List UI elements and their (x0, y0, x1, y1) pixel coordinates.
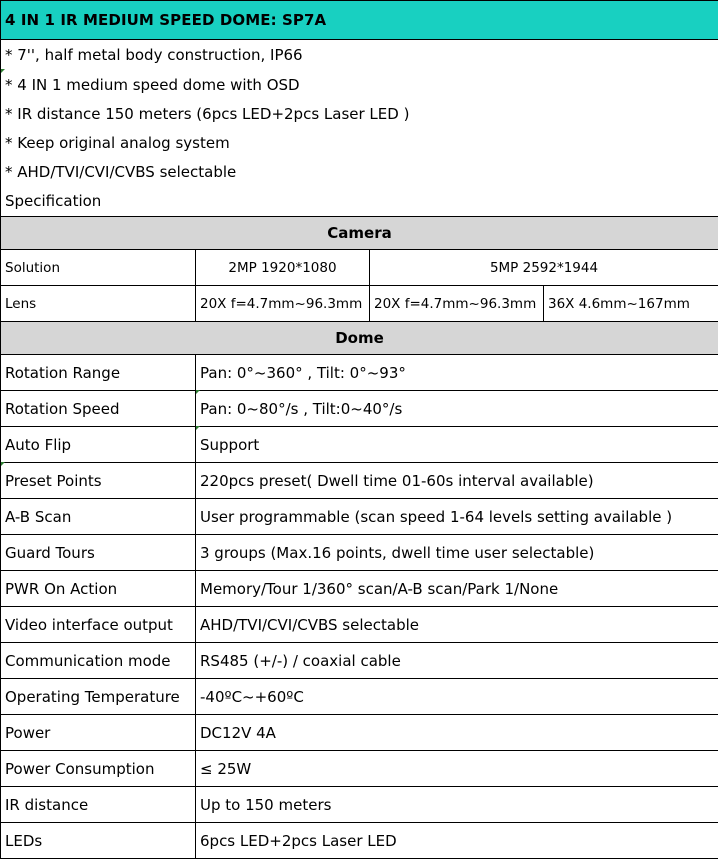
dome-section-header: Dome (1, 322, 718, 355)
feature-item: * IR distance 150 meters (6pcs LED+2pcs Laser LED ) (1, 99, 718, 128)
dome-spec-row (1, 607, 718, 643)
dome-spec-row (1, 715, 718, 751)
spec-value: Up to 150 meters (196, 787, 718, 823)
feature-row (1, 70, 718, 99)
spec-value: 220pcs preset( Dwell time 01-60s interval available) (196, 463, 718, 499)
spec-value: Memory/Tour 1/360° scan/A-B scan/Park 1/None (196, 571, 718, 607)
solution-value-5mp: 5MP 2592*1944 (370, 250, 718, 286)
feature-item: * AHD/TVI/CVI/CVBS selectable (1, 157, 718, 186)
spec-label: Rotation Speed (1, 391, 196, 427)
spec-value: Pan: 0~80°/s , Tilt:0~40°/s (196, 391, 718, 427)
feature-item: * Keep original analog system (1, 128, 718, 157)
lens-label: Lens (1, 286, 196, 322)
dome-spec-row (1, 535, 718, 571)
dome-spec-row (1, 823, 718, 859)
lens-value: 20X f=4.7mm~96.3mm (370, 286, 544, 322)
dome-spec-row (1, 643, 718, 679)
dome-spec-row (1, 355, 718, 391)
spec-label: Rotation Range (1, 355, 196, 391)
dome-spec-row (1, 751, 718, 787)
solution-label: Solution (1, 250, 196, 286)
feature-item: * 4 IN 1 medium speed dome with OSD (1, 70, 718, 99)
cell-marker-icon (1, 462, 5, 466)
spec-label: Auto Flip (1, 427, 196, 463)
spec-label: Preset Points (1, 463, 196, 499)
solution-value-2mp: 2MP 1920*1080 (196, 250, 370, 286)
spec-label: IR distance (1, 787, 196, 823)
spec-value: User programmable (scan speed 1-64 levels setting available ) (196, 499, 718, 535)
dome-spec-row (1, 571, 718, 607)
spec-label: Guard Tours (1, 535, 196, 571)
dome-section-row (1, 322, 718, 355)
spec-label: LEDs (1, 823, 196, 859)
feature-row (1, 40, 718, 71)
spec-value: RS485 (+/-) / coaxial cable (196, 643, 718, 679)
spec-value: DC12V 4A (196, 715, 718, 751)
product-title: 4 IN 1 IR MEDIUM SPEED DOME: SP7A (1, 1, 718, 40)
feature-row (1, 99, 718, 128)
spec-value: AHD/TVI/CVI/CVBS selectable (196, 607, 718, 643)
lens-value: 36X 4.6mm~167mm (544, 286, 718, 322)
spec-value: Pan: 0°~360° , Tilt: 0°~93° (196, 355, 718, 391)
dome-spec-row (1, 499, 718, 535)
spec-label: A-B Scan (1, 499, 196, 535)
dome-spec-row (1, 463, 718, 499)
specification-heading: Specification (1, 186, 718, 217)
spec-label: Power (1, 715, 196, 751)
camera-lens-row (1, 286, 718, 322)
camera-solution-row (1, 250, 718, 286)
spec-value: Support (196, 427, 718, 463)
camera-section-row (1, 217, 718, 250)
spec-value: 6pcs LED+2pcs Laser LED (196, 823, 718, 859)
spec-label: Operating Temperature (1, 679, 196, 715)
dome-spec-row (1, 391, 718, 427)
feature-row (1, 128, 718, 157)
spec-label: Video interface output (1, 607, 196, 643)
camera-section-header: Camera (1, 217, 718, 250)
spec-value: 3 groups (Max.16 points, dwell time user selectable) (196, 535, 718, 571)
dome-spec-row (1, 787, 718, 823)
dome-spec-row (1, 427, 718, 463)
spec-value: -40ºC~+60ºC (196, 679, 718, 715)
feature-row (1, 186, 718, 217)
spec-label: Power Consumption (1, 751, 196, 787)
lens-value: 20X f=4.7mm~96.3mm (196, 286, 370, 322)
spec-value: ≤ 25W (196, 751, 718, 787)
cell-marker-icon (196, 390, 200, 394)
spec-label: PWR On Action (1, 571, 196, 607)
cell-marker-icon (1, 69, 5, 73)
dome-spec-row (1, 679, 718, 715)
cell-marker-icon (196, 426, 200, 430)
feature-item: * 7'', half metal body construction, IP66 (1, 40, 718, 71)
title-row (1, 1, 718, 40)
spec-label: Communication mode (1, 643, 196, 679)
feature-row (1, 157, 718, 186)
